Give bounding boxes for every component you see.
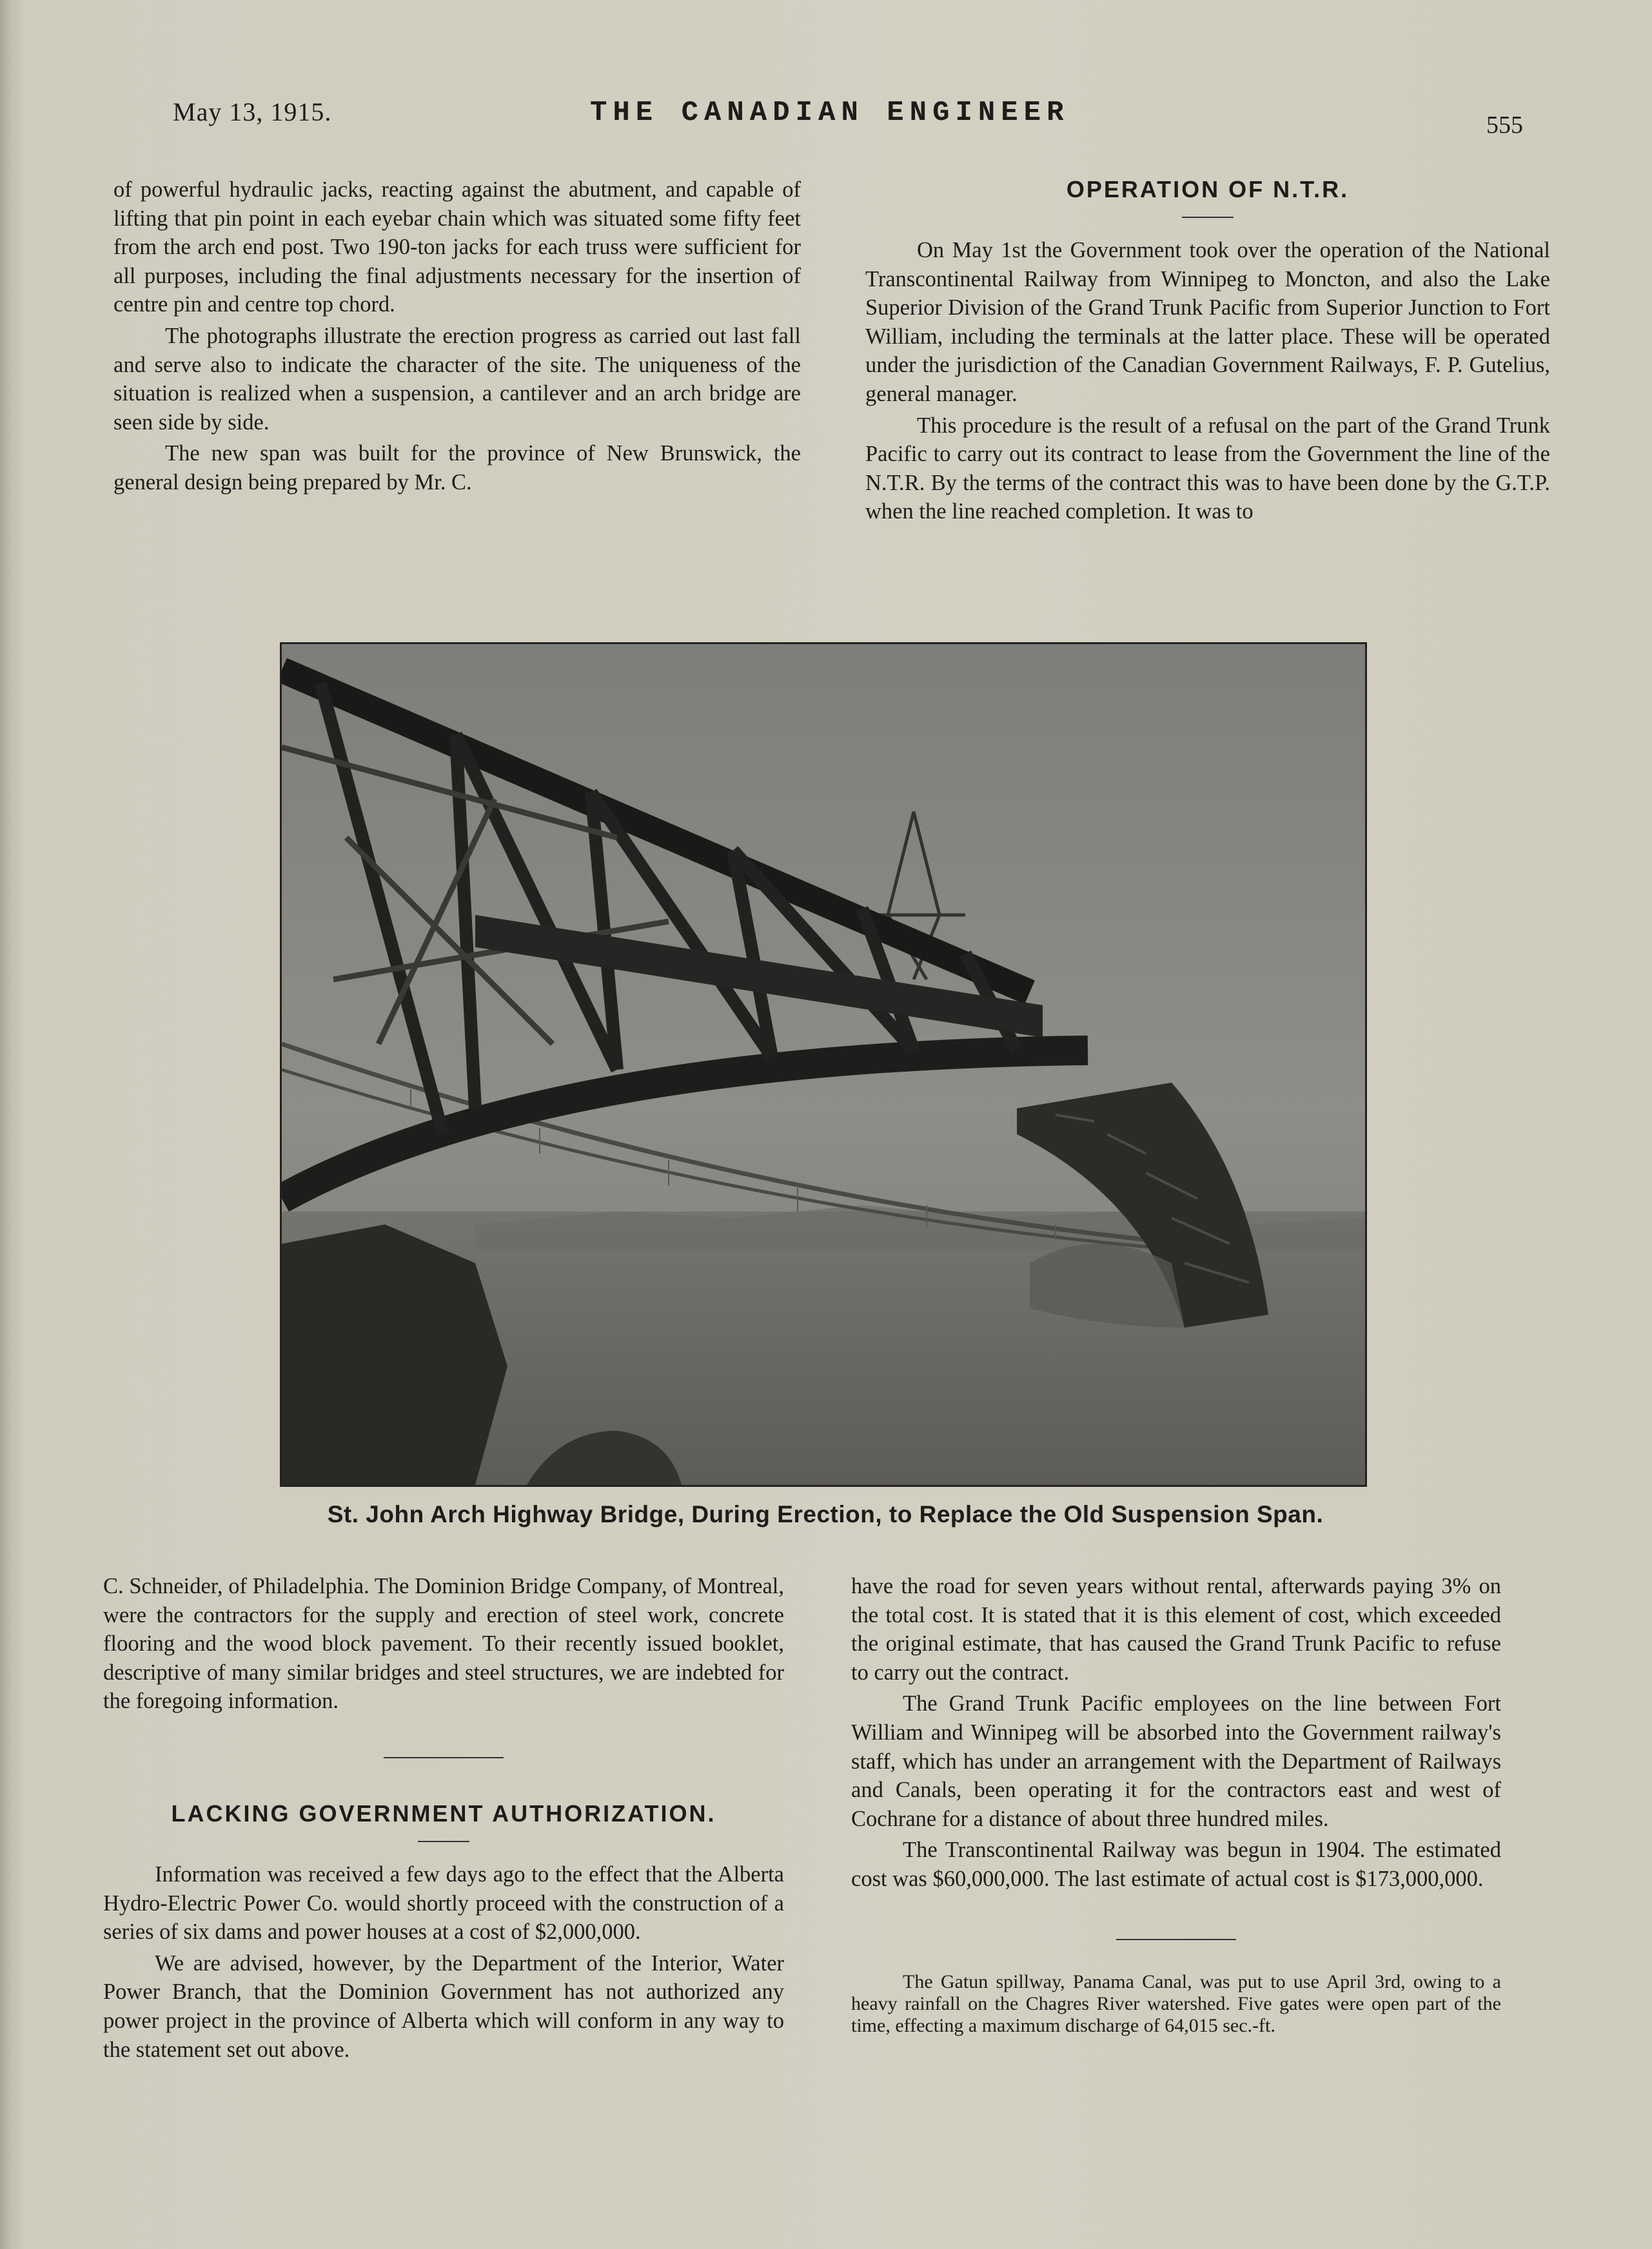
paragraph: We are advised, however, by the Department of the Interior, Water Power Branch, that the Dominion Government has not authorized any power project in the province of Alberta which will conform in any way to the statement set out above.: [103, 1950, 784, 2062]
issue-date: May 13, 1915.: [173, 97, 332, 126]
article-heading: OPERATION OF N.T.R.: [1066, 176, 1350, 202]
column-top-right: [865, 175, 1550, 526]
paragraph: The photographs illustrate the erection progress as carried out last fall and serve also to indicate the character of the site. The uniqueness of the situation is realized when a suspension, a cantilever and an arch bridge are seen side by side.: [113, 323, 801, 435]
section-divider: [1116, 1939, 1236, 1940]
paragraph: The Grand Trunk Pacific employees on the line between Fort William and Winnipeg will be absorbed into the Government railway's staff, which has under an arrangement with the Department of Railways and Canals, been operating it for the contractors east and west of Cochrane for a distance of about three hundred miles.: [851, 1691, 1501, 1831]
article-heading: LACKING GOVERNMENT AUTHORIZATION.: [171, 1800, 716, 1827]
heading-rule: [418, 1841, 469, 1842]
paragraph: C. Schneider, of Philadelphia. The Dominion Bridge Company, of Montreal, were the contractors for the supply and erection of steel work, concrete flooring and the wood block pavement. To their recently issued booklet, descriptive of many similar bridges and steel structures, we are indebted for the foregoing information.: [103, 1574, 784, 1714]
paragraph: The new span was built for the province of New Brunswick, the general design being prepared by Mr. C.: [113, 441, 801, 495]
section-divider: [384, 1757, 504, 1758]
paragraph: of powerful hydraulic jacks, reacting against the abutment, and capable of lifting that pin point in each eyebar chain which was situated some fifty feet from the arch end post. Two 190-ton jacks for each truss were sufficient for all purposes, including the final adjustments necessary for the insertion of centre pin and centre top chord.: [113, 177, 801, 317]
paragraph: This procedure is the result of a refusal on the part of the Grand Trunk Pacific to carry out its contract to lease from the Government the line of the N.T.R. By the terms of the contract this was to have been done by the G.T.P. when the line reached completion. It was to: [865, 413, 1550, 524]
paragraph: On May 1st the Government took over the operation of the National Transcontinental Railway from Winnipeg to Moncton, and also the Lake Superior Division of the Grand Trunk Pacific from Superior Junction to Fort William, including the terminals at the latter place. These will be operated under the jurisdiction of the Canadian Government Railways, F. P. Gutelius, general manager.: [865, 238, 1550, 406]
journal-title: THE CANADIAN ENGINEER: [590, 97, 1070, 129]
column-top-left: [113, 175, 801, 497]
column-bottom-right: [851, 1572, 1501, 2037]
paragraph: The Transcontinental Railway was begun in 1904. The estimated cost was $60,000,000. The last estimate of actual cost is $173,000,000.: [851, 1838, 1501, 1891]
page-number: 555: [1486, 112, 1523, 139]
page-header: [0, 97, 1652, 148]
bridge-photo-illustration: [282, 644, 1365, 1485]
paragraph: have the road for seven years without rental, afterwards paying 3% on the total cost. It is stated that it is this element of cost, which exceeded the original estimate, that has caused the Grand Trunk Pacific to refuse to carry out the contract.: [851, 1574, 1501, 1685]
heading-rule: [1182, 217, 1234, 218]
bridge-photograph: [280, 642, 1367, 1487]
news-note: The Gatun spillway, Panama Canal, was put to use April 3rd, owing to a heavy rainfall on the Chagres River watershed. Five gates were open part of the time, effecting a maximum discharge of 64,015 sec.-ft.: [851, 1970, 1501, 2036]
paragraph: Information was received a few days ago to the effect that the Alberta Hydro-Electric Power Co. would shortly proceed with the construction of a series of six dams and power houses at a cost of $2,000,000.: [103, 1861, 784, 1945]
figure-caption: St. John Arch Highway Bridge, During Erection, to Replace the Old Suspension Span.: [327, 1501, 1324, 1527]
column-bottom-left: [103, 1572, 784, 2064]
